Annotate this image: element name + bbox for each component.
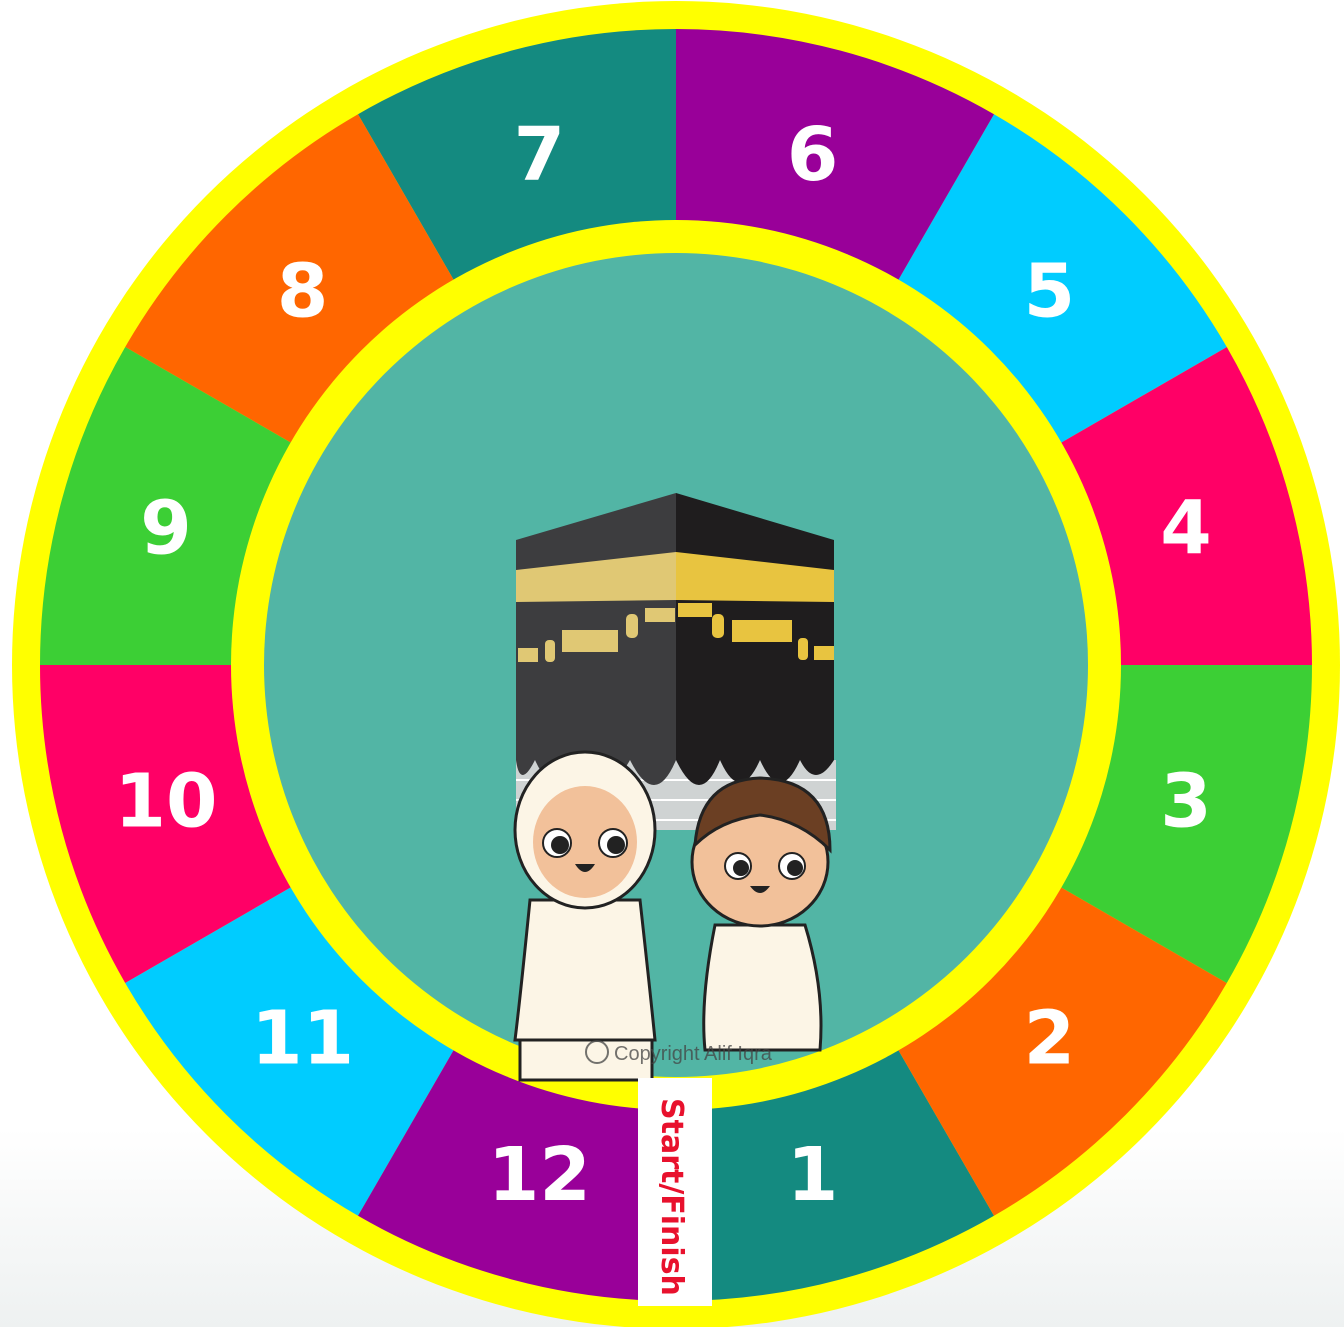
board-space-number-3: 3 [1160, 758, 1212, 845]
copyright-mark [586, 1041, 773, 1065]
board-space-number-2: 2 [1023, 995, 1076, 1082]
copyright-text: Copyright Alif Iqra [614, 1043, 772, 1065]
board-space-number-10: 10 [114, 758, 218, 845]
board-space-number-1: 1 [786, 1132, 839, 1219]
board-space-number-9: 9 [140, 485, 192, 572]
board-space-number-12: 12 [487, 1132, 591, 1219]
girl-character-icon [515, 752, 655, 1080]
board-space-number-6: 6 [786, 111, 839, 198]
board-space-number-5: 5 [1023, 248, 1076, 335]
board-space-number-8: 8 [276, 248, 329, 335]
board-space-number-11: 11 [251, 995, 355, 1082]
start-finish-space[interactable] [638, 1078, 712, 1306]
start-finish-label: Start/Finish [654, 1098, 689, 1296]
board-space-number-7: 7 [513, 111, 566, 198]
board-space-number-4: 4 [1160, 485, 1212, 572]
